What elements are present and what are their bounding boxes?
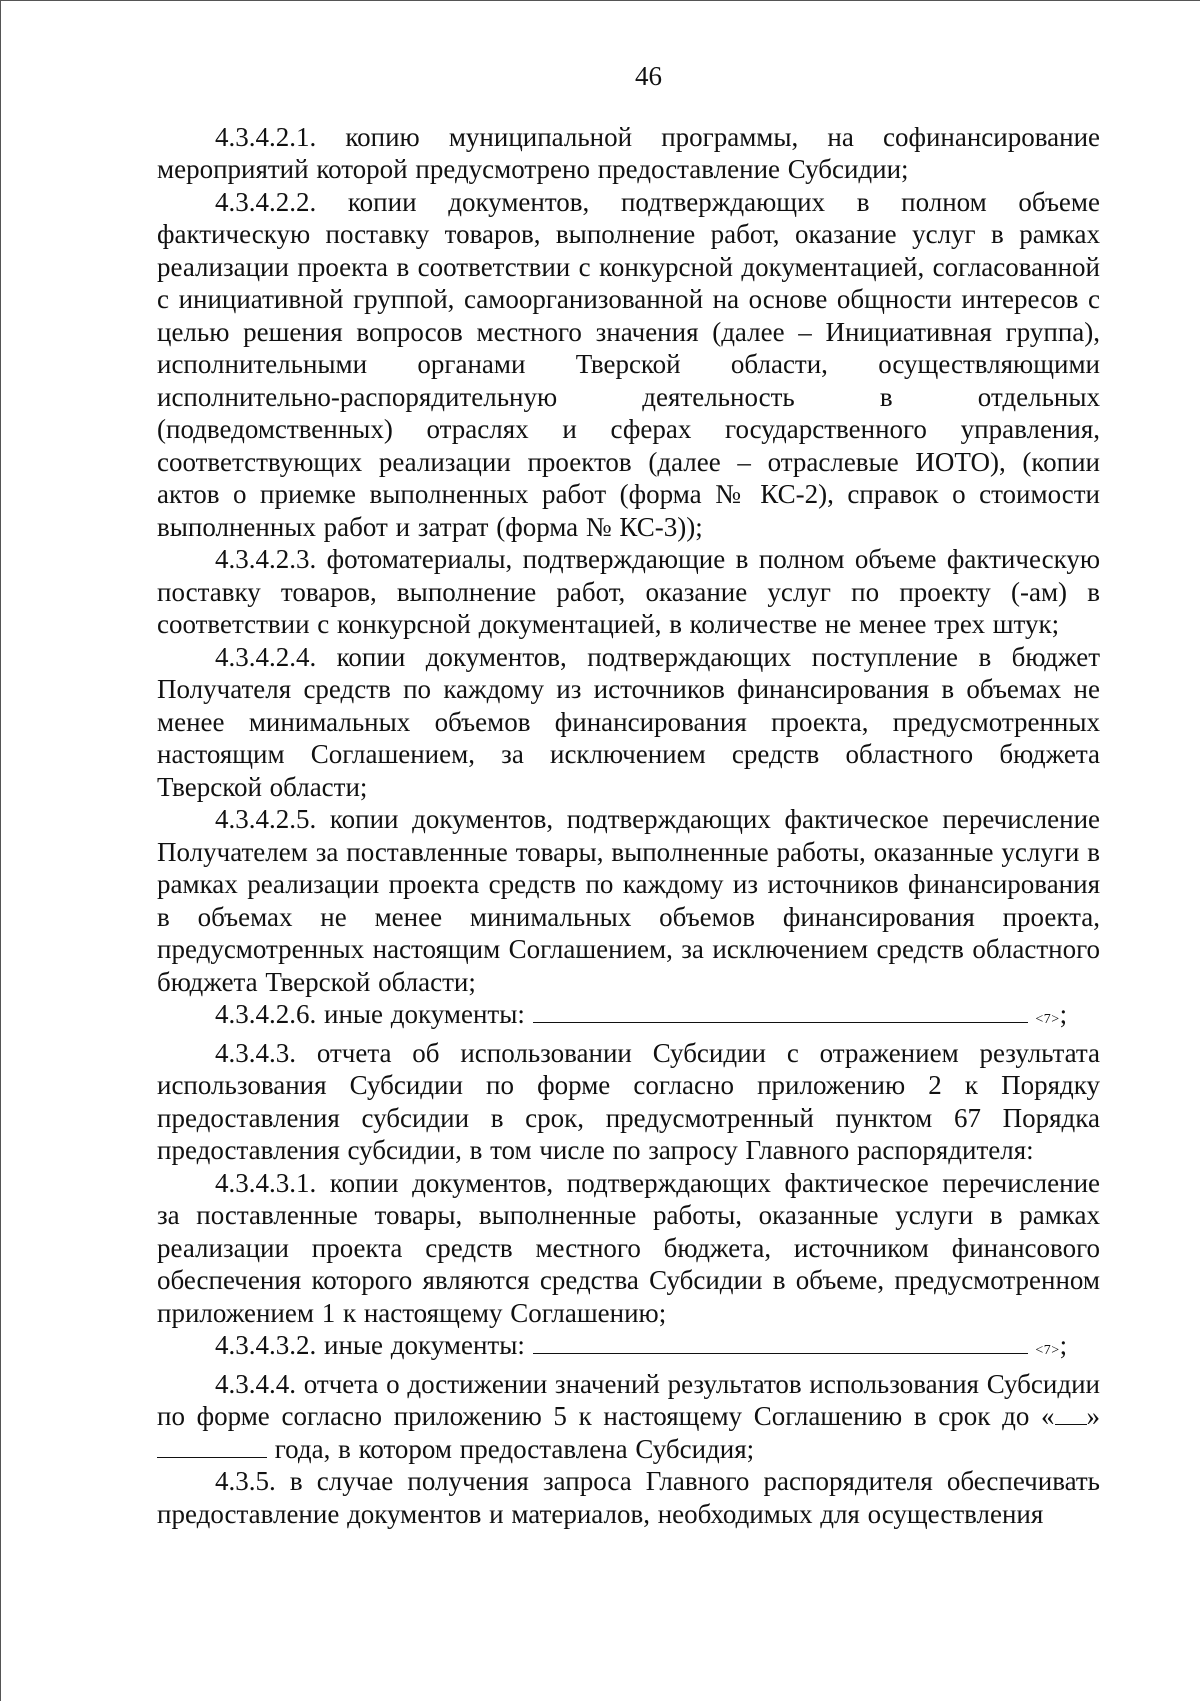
clause-4-3-4-3-1: 4.3.4.3.1. копии документов, подтверждающих фактическое перечисление за поставленные товары, выполненные работы, оказанные услуги в рамках реализации проекта средств местного бюджета, источником финансового обеспечения которого являются средства Субсидии в объеме, предусмотренном приложением 1 к настоящему Соглашению; — [157, 1167, 1100, 1328]
footnote-ref: <7> — [1035, 1012, 1060, 1027]
footnote-ref: <7> — [1035, 1343, 1060, 1358]
clause-text: 4.3.4.4. отчета о достижении значений результатов использования Субсидии по форме согласно приложению 5 к настоящему Соглашению в срок до « — [157, 1368, 1100, 1431]
blank-month-line — [157, 1433, 267, 1458]
clause-4-3-4-2-4: 4.3.4.2.4. копии документов, подтверждающих поступление в бюджет Получателя средств по каждому из источников финансирования в объемах не менее минимальных объемов финансирования проекта, предусмотренных настоящим Соглашением, за исключением средств областного бюджета Тверской области; — [157, 641, 1100, 802]
clause-4-3-4-3-2 — [157, 1329, 1100, 1368]
blank-day-line — [1055, 1400, 1087, 1425]
scan-edge — [0, 0, 1, 1701]
clause-4-3-4-2-6 — [157, 998, 1100, 1037]
clause-end: ; — [1059, 999, 1068, 1029]
clause-4-3-4-3: 4.3.4.3. отчета об использовании Субсидии с отражением результата использования Субсидии по форме согласно приложению 2 к Порядку предоставления субсидии в срок, предусмотренный пунктом 67 Порядка предоставления субсидии, в том числе по запросу Главного распорядителя: — [157, 1037, 1100, 1165]
clause-text: года, в котором предоставлена Субсидия; — [274, 1433, 755, 1464]
quote-close: » — [1086, 1401, 1100, 1431]
clause-4-3-4-2-3: 4.3.4.2.3. фотоматериалы, подтверждающие в полном объеме фактическую поставку товаров, выполнение работ, оказание услуг по проекту (-ам) в соответствии с конкурсной документацией, в количестве не менее трех штук; — [157, 544, 1100, 639]
clause-label: 4.3.4.2.6. иные документы: — [215, 999, 525, 1029]
clause-end: ; — [1059, 1330, 1068, 1360]
blank-fill-line — [533, 998, 1028, 1023]
clause-4-3-4-2-1: 4.3.4.2.1. копию муниципальной программы, на софинансирование мероприятий которой предусмотрено предоставление Субсидии; — [157, 121, 1100, 184]
page-number: 46 — [635, 61, 662, 91]
clause-label: 4.3.4.3.2. иные документы: — [215, 1330, 525, 1360]
blank-fill-line — [533, 1329, 1028, 1354]
clause-4-3-4-2-5: 4.3.4.2.5. копии документов, подтверждающих фактическое перечисление Получателем за поставленные товары, выполненные работы, оказанные услуги в рамках реализации проекта средств по каждому из источников финансирования в объемах не менее минимальных объемов финансирования проекта, предусмотренных настоящим Соглашением, за исключением средств областного бюджета Тверской области; — [157, 804, 1100, 997]
clause-4-3-5: 4.3.5. в случае получения запроса Главного распорядителя обеспечивать предоставление документов и материалов, необходимых для осуществления — [157, 1466, 1100, 1529]
scan-edge — [0, 0, 1200, 1]
clause-4-3-4-4 — [157, 1368, 1100, 1466]
clause-4-3-4-2-2: 4.3.4.2.2. копии документов, подтверждающих в полном объеме фактическую поставку товаров, выполнение работ, оказание услуг в рамках реализации проекта в соответствии с конкурсной документацией, согласованной с инициативной группой, самоорганизованной на основе общности интересов с целью решения вопросов местного значения (далее – Инициативная группа), исполнительными органами Тверской области, осуществляющими исполнительно-распорядительную деятельность в отдельных (подведомственных) отраслях и сферах государственного управления, соответствующих реализации проектов (далее – отраслевые ИОТО), (копии актов о приемке выполненных работ (форма № КС-2), справок о стоимости выполненных работ и затрат (форма № КС-3)); — [157, 186, 1100, 542]
